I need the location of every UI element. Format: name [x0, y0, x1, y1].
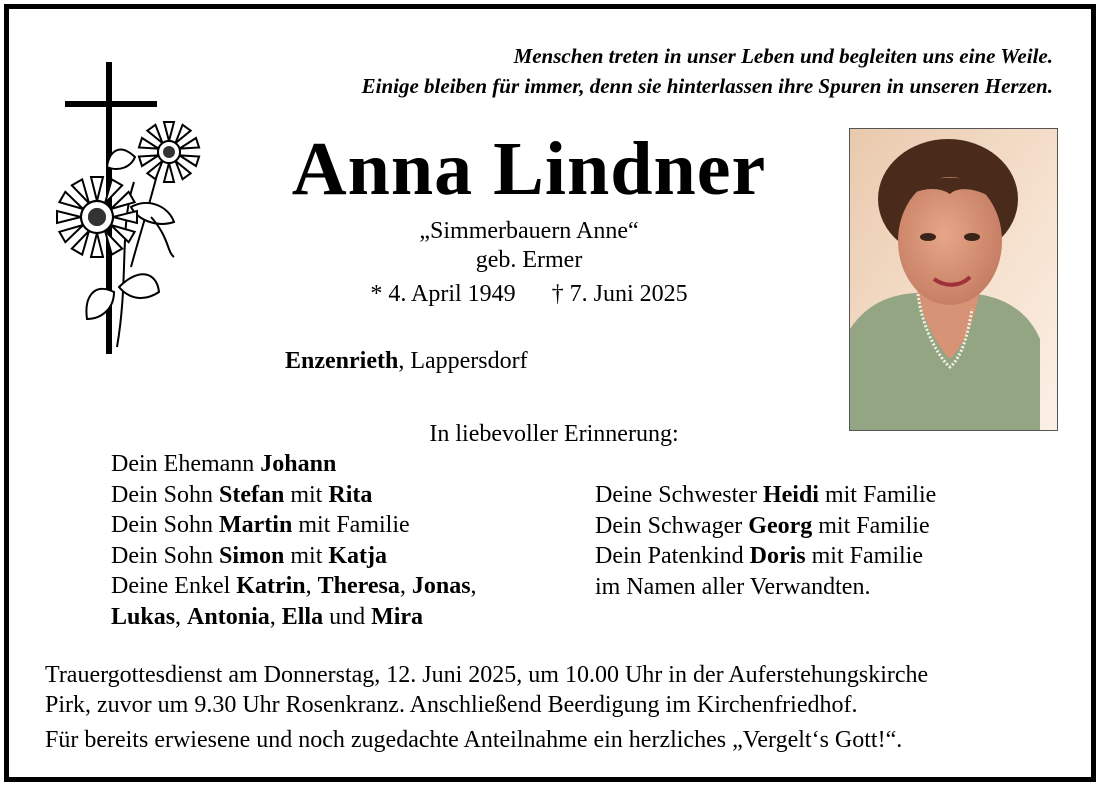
family-left-row — [111, 571, 477, 602]
family-name: Ella — [281, 603, 324, 630]
portrait-photo — [849, 128, 1058, 431]
quote-line-2: Einige bleiben für immer, denn sie hinterlassen ihre Spuren in unseren Herzen. — [361, 74, 1053, 98]
family-name: Katrin — [236, 573, 306, 599]
family-left-row — [111, 541, 477, 572]
family-text: Dein Sohn — [111, 542, 219, 569]
service-line-2: Pirk, zuvor um 9.30 Uhr Rosenkranz. Anschließend Beerdigung im Kirchenfriedhof. — [45, 692, 858, 718]
family-text: mit — [284, 542, 329, 569]
family-text: , — [399, 573, 412, 599]
deceased-name: Anna Lindner — [291, 127, 767, 211]
obituary-card — [4, 4, 1096, 782]
quote — [153, 41, 1053, 101]
family-right-row — [595, 480, 936, 511]
family-name: Heidi — [762, 482, 819, 508]
family-name: Georg — [748, 512, 813, 539]
nickname: „Simmerbauern Anne“ — [419, 218, 639, 244]
family-text: mit Familie — [818, 482, 937, 508]
family-name: Doris — [749, 543, 806, 569]
quote-line-1: Menschen treten in unser Leben und begleiten uns eine Weile. — [513, 44, 1053, 68]
family-text: Deine Enkel — [111, 573, 237, 599]
death-date: † 7. Juni 2025 — [551, 281, 688, 307]
life-dates — [269, 279, 789, 309]
family-text: mit Familie — [805, 543, 923, 569]
family-name: Katja — [328, 542, 388, 569]
family-name: Rita — [328, 481, 373, 508]
family-left-row — [111, 510, 477, 541]
family-name: Lukas — [111, 603, 176, 630]
family-right-row — [595, 572, 936, 603]
family-text: Dein Ehemann — [111, 451, 261, 477]
family-text: Dein Sohn — [111, 512, 219, 538]
family-text: im Namen aller Verwandten. — [595, 573, 871, 600]
family-right-row — [595, 541, 936, 572]
family-text: mit Familie — [812, 512, 930, 539]
family-name: Simon — [219, 542, 285, 569]
family-name: Johann — [260, 451, 337, 477]
family-text: Dein Sohn — [111, 481, 219, 508]
cross-with-sunflowers-icon — [39, 57, 209, 357]
service-info — [45, 660, 1075, 755]
family-left-row — [111, 480, 477, 511]
family-name: Martin — [219, 512, 293, 538]
family-text: Dein Schwager — [595, 512, 749, 539]
family-text: , — [175, 603, 188, 630]
family-list-left — [111, 449, 477, 632]
thanks-line: Für bereits erwiesene und noch zugedachte Anteilnahme ein herzliches „Vergelt‘s Gott!“. — [45, 727, 903, 753]
residence — [285, 346, 528, 376]
birth-date: * 4. April 1949 — [370, 281, 516, 307]
service-line-1: Trauergottesdienst am Donnerstag, 12. Juni 2025, um 10.00 Uhr in der Auferstehungskirche — [45, 662, 929, 688]
family-name: Theresa — [317, 573, 400, 599]
family-name: Stefan — [219, 481, 285, 508]
residence-town: , Lappersdorf — [398, 348, 528, 374]
family-left-row — [111, 602, 477, 633]
family-text: Dein Patenkind — [595, 543, 750, 569]
family-text: , — [470, 573, 477, 599]
family-left-row — [111, 449, 477, 480]
family-text: Deine Schwester — [595, 482, 763, 508]
family-name: Mira — [371, 603, 424, 630]
family-text: und — [323, 603, 372, 630]
family-text: mit — [284, 481, 329, 508]
residence-village: Enzenrieth — [285, 348, 399, 374]
family-text: mit Familie — [292, 512, 410, 538]
family-name: Antonia — [187, 603, 270, 630]
family-right-row — [595, 511, 936, 542]
family-name: Jonas — [411, 573, 471, 599]
family-text: , — [305, 573, 318, 599]
memory-heading: In liebevoller Erinnerung: — [429, 421, 679, 447]
family-text: , — [269, 603, 282, 630]
birth-name: geb. Ermer — [475, 247, 583, 273]
family-list-right — [595, 480, 936, 602]
